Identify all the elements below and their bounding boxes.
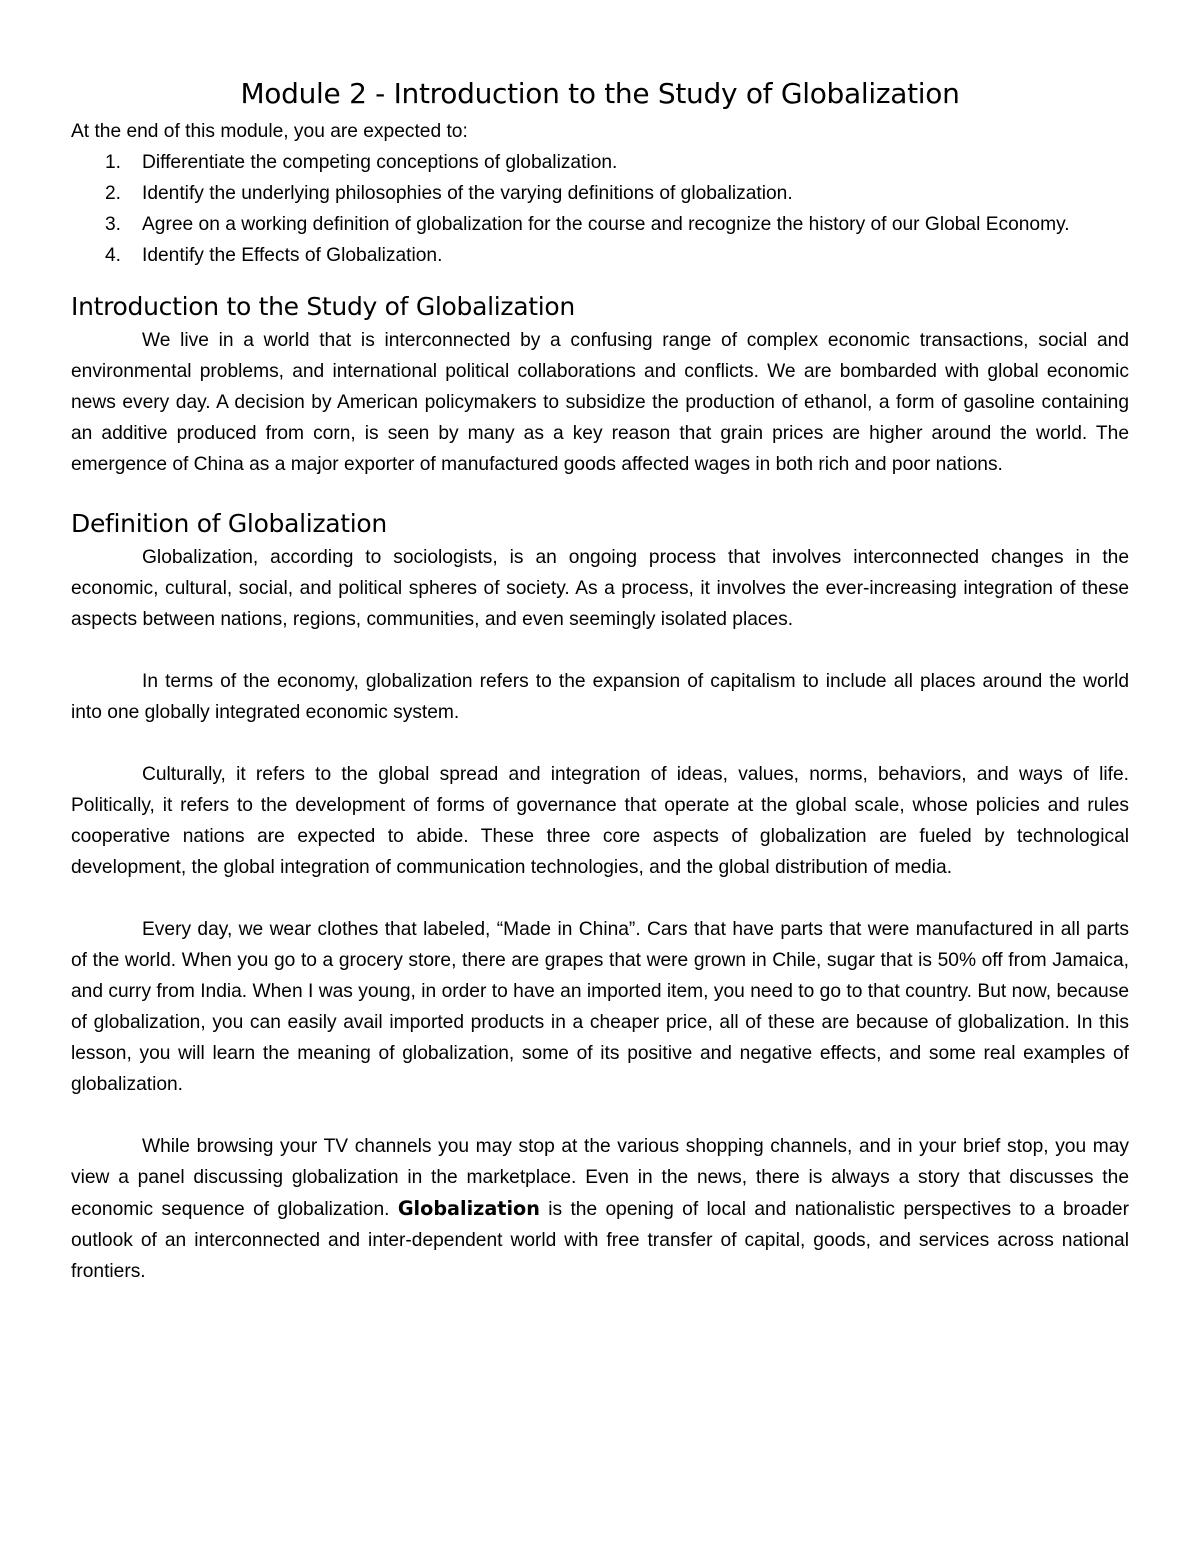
objectives-list — [71, 147, 1129, 271]
objective-text: Identify the Effects of Globalization. — [142, 245, 443, 266]
section-introduction-paragraph: We live in a world that is interconnected by a confusing range of complex economic transactions, social and environmental problems, and international political collaborations and conflicts. We are bombarded with global economic news every day. A decision by American policymakers to subsidize the production of ethanol, a form of gasoline containing an additive produced from corn, is seen by many as a key reason that grain prices are higher around the world. The emergence of China as a major exporter of manufactured goods affected wages in both rich and poor nations. — [71, 330, 1129, 475]
objective-item — [71, 209, 1129, 240]
document-page — [71, 72, 1129, 1287]
definition-paragraph-5 — [71, 1131, 1129, 1287]
objective-number: 4. — [105, 245, 122, 266]
definition-paragraph-3: Culturally, it refers to the global spread and integration of ideas, values, norms, behaviors, and ways of life. Politically, it refers to the development of forms of governance that operate at the global scale, whose policies and rules cooperative nations are expected to abide. These three core aspects of globalization are fueled by technological development, the global integration of communication technologies, and the global distribution of media. — [71, 764, 1129, 878]
section-heading-introduction: Introduction to the Study of Globalization — [71, 292, 575, 321]
definition-paragraph-2: In terms of the economy, globalization refers to the expansion of capitalism to include all places around the world into one globally integrated economic system. — [71, 671, 1129, 723]
page-title: Module 2 - Introduction to the Study of Globalization — [240, 77, 960, 110]
objectives-intro: At the end of this module, you are expected to: — [71, 121, 468, 142]
paragraph-text-lead: While browsing your TV channels you may stop at the various shopping channels, and in your brief stop, you may view a panel discussing globalization in the marketplace. Even in the news, there is always a story that discusses the economic sequence of globalization. — [71, 1136, 1129, 1220]
definition-paragraph-1: Globalization, according to sociologists, is an ongoing process that involves interconnected changes in the economic, cultural, social, and political spheres of society. As a process, it involves the ever-increasing integration of these aspects between nations, regions, communities, and even seemingly isolated places. — [71, 547, 1129, 630]
objective-number: 3. — [105, 214, 122, 235]
definition-paragraph-4: Every day, we wear clothes that labeled, “Made in China”. Cars that have parts that were manufactured in all parts of the world. When you go to a grocery store, there are grapes that were grown in Chile, sugar that is 50% off from Jamaica, and curry from India. When I was young, in order to have an imported item, you need to go to that country. But now, because of globalization, you can easily avail imported products in a cheaper price, all of these are because of globalization. In this lesson, you will learn the meaning of globalization, some of its positive and negative effects, and some real examples of globalization. — [71, 919, 1129, 1095]
section-heading-definition: Definition of Globalization — [71, 509, 387, 538]
paragraph-text-tail: is the opening of local and nationalistic perspectives to a broader outlook of an interconnected and inter-dependent world with free transfer of capital, goods, and services across national frontiers. — [71, 1199, 1129, 1282]
bold-term-globalization: Globalization — [397, 1197, 540, 1220]
objective-number: 1. — [105, 152, 122, 173]
objective-text: Differentiate the competing conceptions of globalization. — [142, 152, 618, 173]
objective-text: Agree on a working definition of globalization for the course and recognize the history of our Global Economy. — [142, 214, 1070, 235]
objective-text: Identify the underlying philosophies of the varying definitions of globalization. — [142, 183, 793, 204]
objective-item — [71, 147, 1129, 178]
objective-number: 2. — [105, 183, 122, 204]
objective-item — [71, 178, 1129, 209]
objective-item — [71, 240, 1129, 271]
